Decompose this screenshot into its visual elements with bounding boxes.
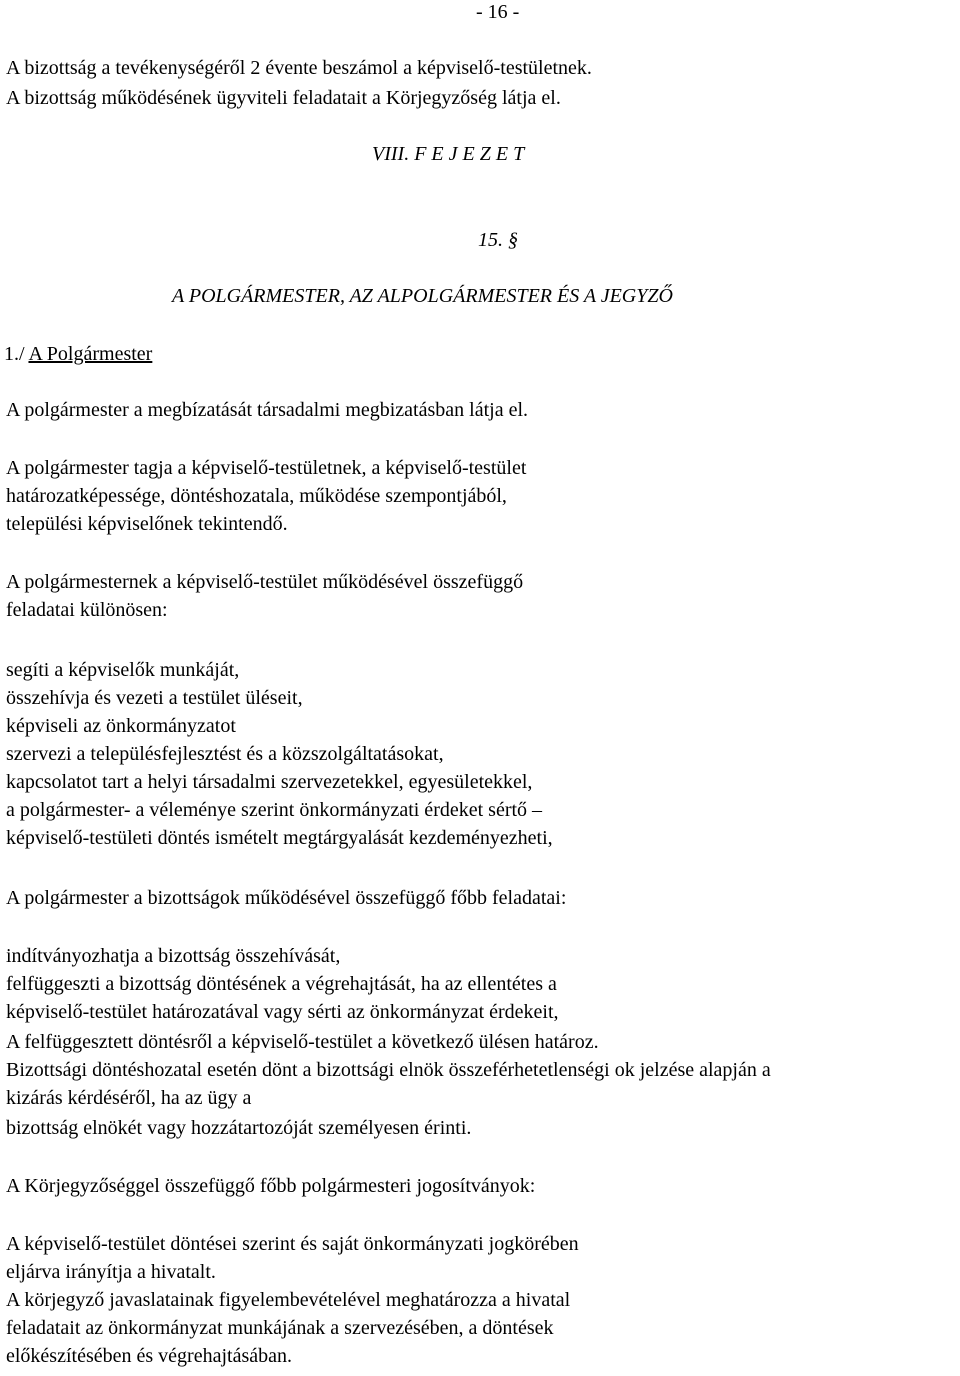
subsection-prefix: 1./ (4, 343, 25, 365)
body-line: eljárva irányítja a hivatalt. (6, 1261, 216, 1283)
list-item: szervezi a településfejlesztést és a közszolgáltatásokat, (6, 743, 444, 765)
body-line: A körjegyző javaslatainak figyelembevételével meghatározza a hivatal (6, 1289, 571, 1311)
body-line: feladatai különösen: (6, 599, 168, 621)
intro-line-2: A bizottság működésének ügyviteli feladatait a Körjegyzőség látja el. (6, 87, 561, 109)
list-item: felfüggeszti a bizottság döntésének a végrehajtását, ha az ellentétes a (6, 973, 557, 995)
list-item: A felfüggesztett döntésről a képviselő-testület a következő ülésen határoz. (6, 1031, 599, 1053)
list-item: a polgármester- a véleménye szerint önkormányzati érdeket sértő – (6, 799, 543, 821)
body-line: A polgármester a bizottságok működésével összefüggő főbb feladatai: (6, 887, 567, 909)
list-item: képviselő-testületi döntés ismételt megtárgyalását kezdeményezheti, (6, 827, 553, 849)
body-line: települési képviselőnek tekintendő. (6, 513, 288, 535)
page-number: - 16 - (476, 1, 520, 23)
list-item: kizárás kérdéséről, ha az ügy a (6, 1087, 252, 1109)
list-item: képviseli az önkormányzatot (6, 715, 236, 737)
body-line: A polgármester a megbízatását társadalmi megbizatásban látja el. (6, 399, 529, 421)
intro-line-1: A bizottság a tevékenységéről 2 évente beszámol a képviselő-testületnek. (6, 57, 592, 79)
body-line: feladatait az önkormányzat munkájának a szervezésében, a döntések (6, 1317, 554, 1339)
chapter-heading: VIII. F E J E Z E T (372, 143, 525, 165)
subsection-heading (4, 342, 152, 366)
list-item: kapcsolatot tart a helyi társadalmi szervezetekkel, egyesületekkel, (6, 771, 533, 793)
body-line: A polgármester tagja a képviselő-testületnek, a képviselő-testület (6, 457, 527, 479)
body-line: A polgármesternek a képviselő-testület működésével összefüggő (6, 571, 524, 593)
body-line: előkészítésében és végrehajtásában. (6, 1345, 292, 1367)
section-title: A POLGÁRMESTER, AZ ALPOLGÁRMESTER ÉS A JEGYZŐ (172, 285, 673, 307)
list-item: indítványozhatja a bizottság összehívását, (6, 945, 341, 967)
list-item: képviselő-testület határozatával vagy sérti az önkormányzat érdekeit, (6, 1001, 559, 1023)
body-line: A képviselő-testület döntései szerint és saját önkormányzati jogkörében (6, 1233, 579, 1255)
list-item: Bizottsági döntéshozatal esetén dönt a bizottsági elnök összeférhetetlenségi ok jelzése alapján a (6, 1059, 771, 1081)
subsection-title: A Polgármester (28, 343, 153, 365)
body-line: A Körjegyzőséggel összefüggő főbb polgármesteri jogosítványok: (6, 1175, 536, 1197)
body-line: határozatképessége, döntéshozatala, működése szempontjából, (6, 485, 507, 507)
list-item: összehívja és vezeti a testület üléseit, (6, 687, 303, 709)
list-item: bizottság elnökét vagy hozzátartozóját személyesen érinti. (6, 1117, 472, 1139)
section-number: 15. § (478, 229, 518, 251)
list-item: segíti a képviselők munkáját, (6, 659, 240, 681)
